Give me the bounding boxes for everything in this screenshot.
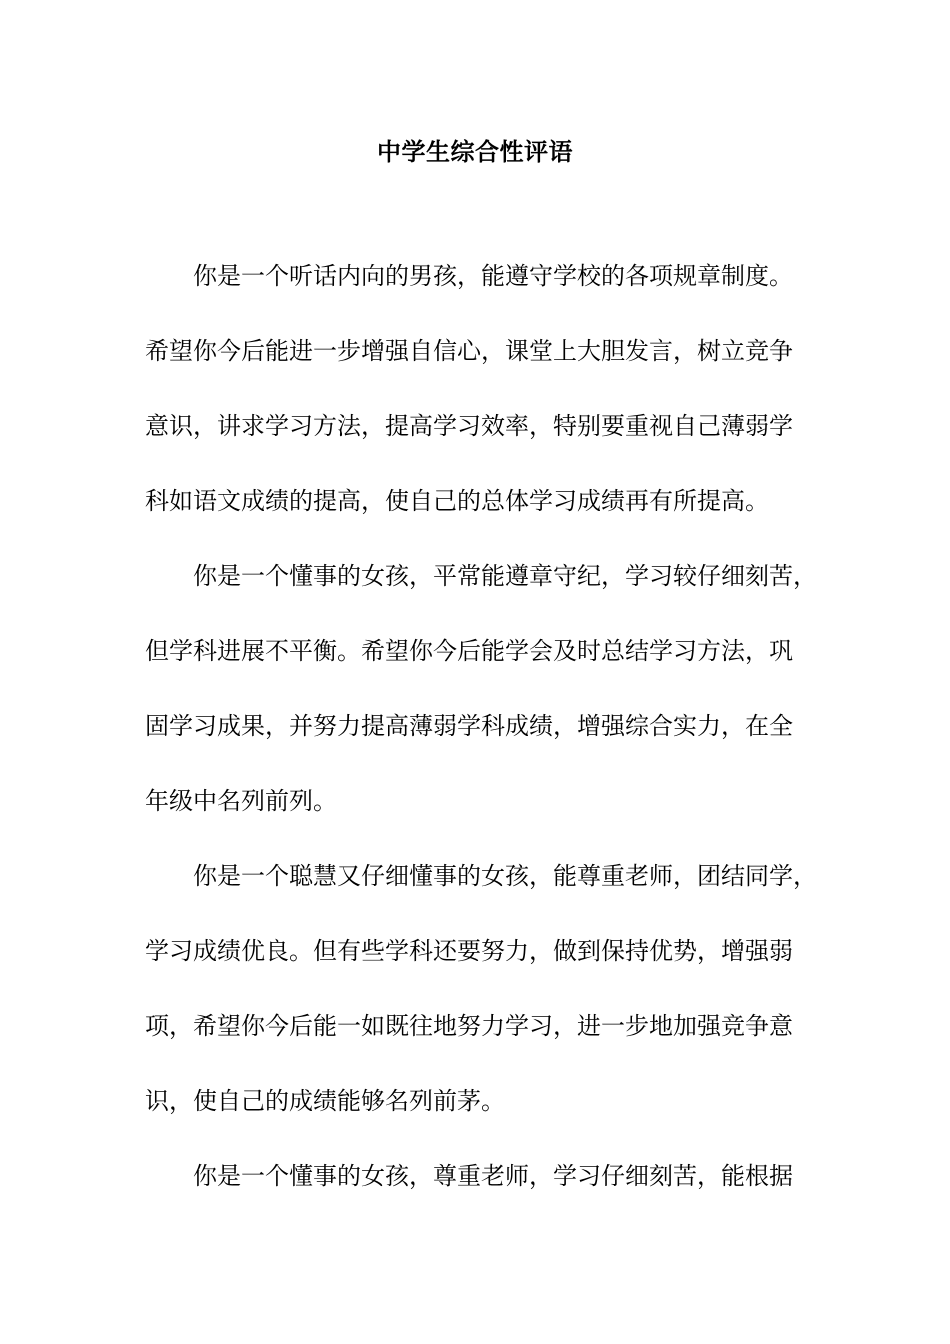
paragraph-1-line-2: 希望你今后能进一步增强自信心，课堂上大胆发言，树立竞争 [145,337,793,365]
paragraph-2-line-2: 但学科进展不平衡。希望你今后能学会及时总结学习方法，巩 [145,637,793,665]
paragraph-1-line-4: 科如语文成绩的提高，使自己的总体学习成绩再有所提高。 [145,487,769,515]
paragraph-3-line-4: 识，使自己的成绩能够名列前茅。 [145,1087,505,1115]
paragraph-2-line-1: 你是一个懂事的女孩，平常能遵章守纪，学习较仔细刻苦， [193,562,817,590]
paragraph-3-line-1: 你是一个聪慧又仔细懂事的女孩，能尊重老师，团结同学， [193,862,817,890]
paragraph-4-line-1: 你是一个懂事的女孩，尊重老师，学习仔细刻苦，能根据 [193,1162,793,1190]
paragraph-2-line-4: 年级中名列前列。 [145,787,337,815]
paragraph-1-line-3: 意识，讲求学习方法，提高学习效率，特别要重视自己薄弱学 [145,412,793,440]
paragraph-3-line-2: 学习成绩优良。但有些学科还要努力，做到保持优势，增强弱 [145,937,793,965]
paragraph-1-line-1: 你是一个听话内向的男孩，能遵守学校的各项规章制度。 [193,262,793,290]
paragraph-2-line-3: 固学习成果，并努力提高薄弱学科成绩，增强综合实力，在全 [145,712,793,740]
paragraph-3-line-3: 项，希望你今后能一如既往地努力学习，进一步地加强竞争意 [145,1012,793,1040]
document-title: 中学生综合性评语 [377,137,573,166]
